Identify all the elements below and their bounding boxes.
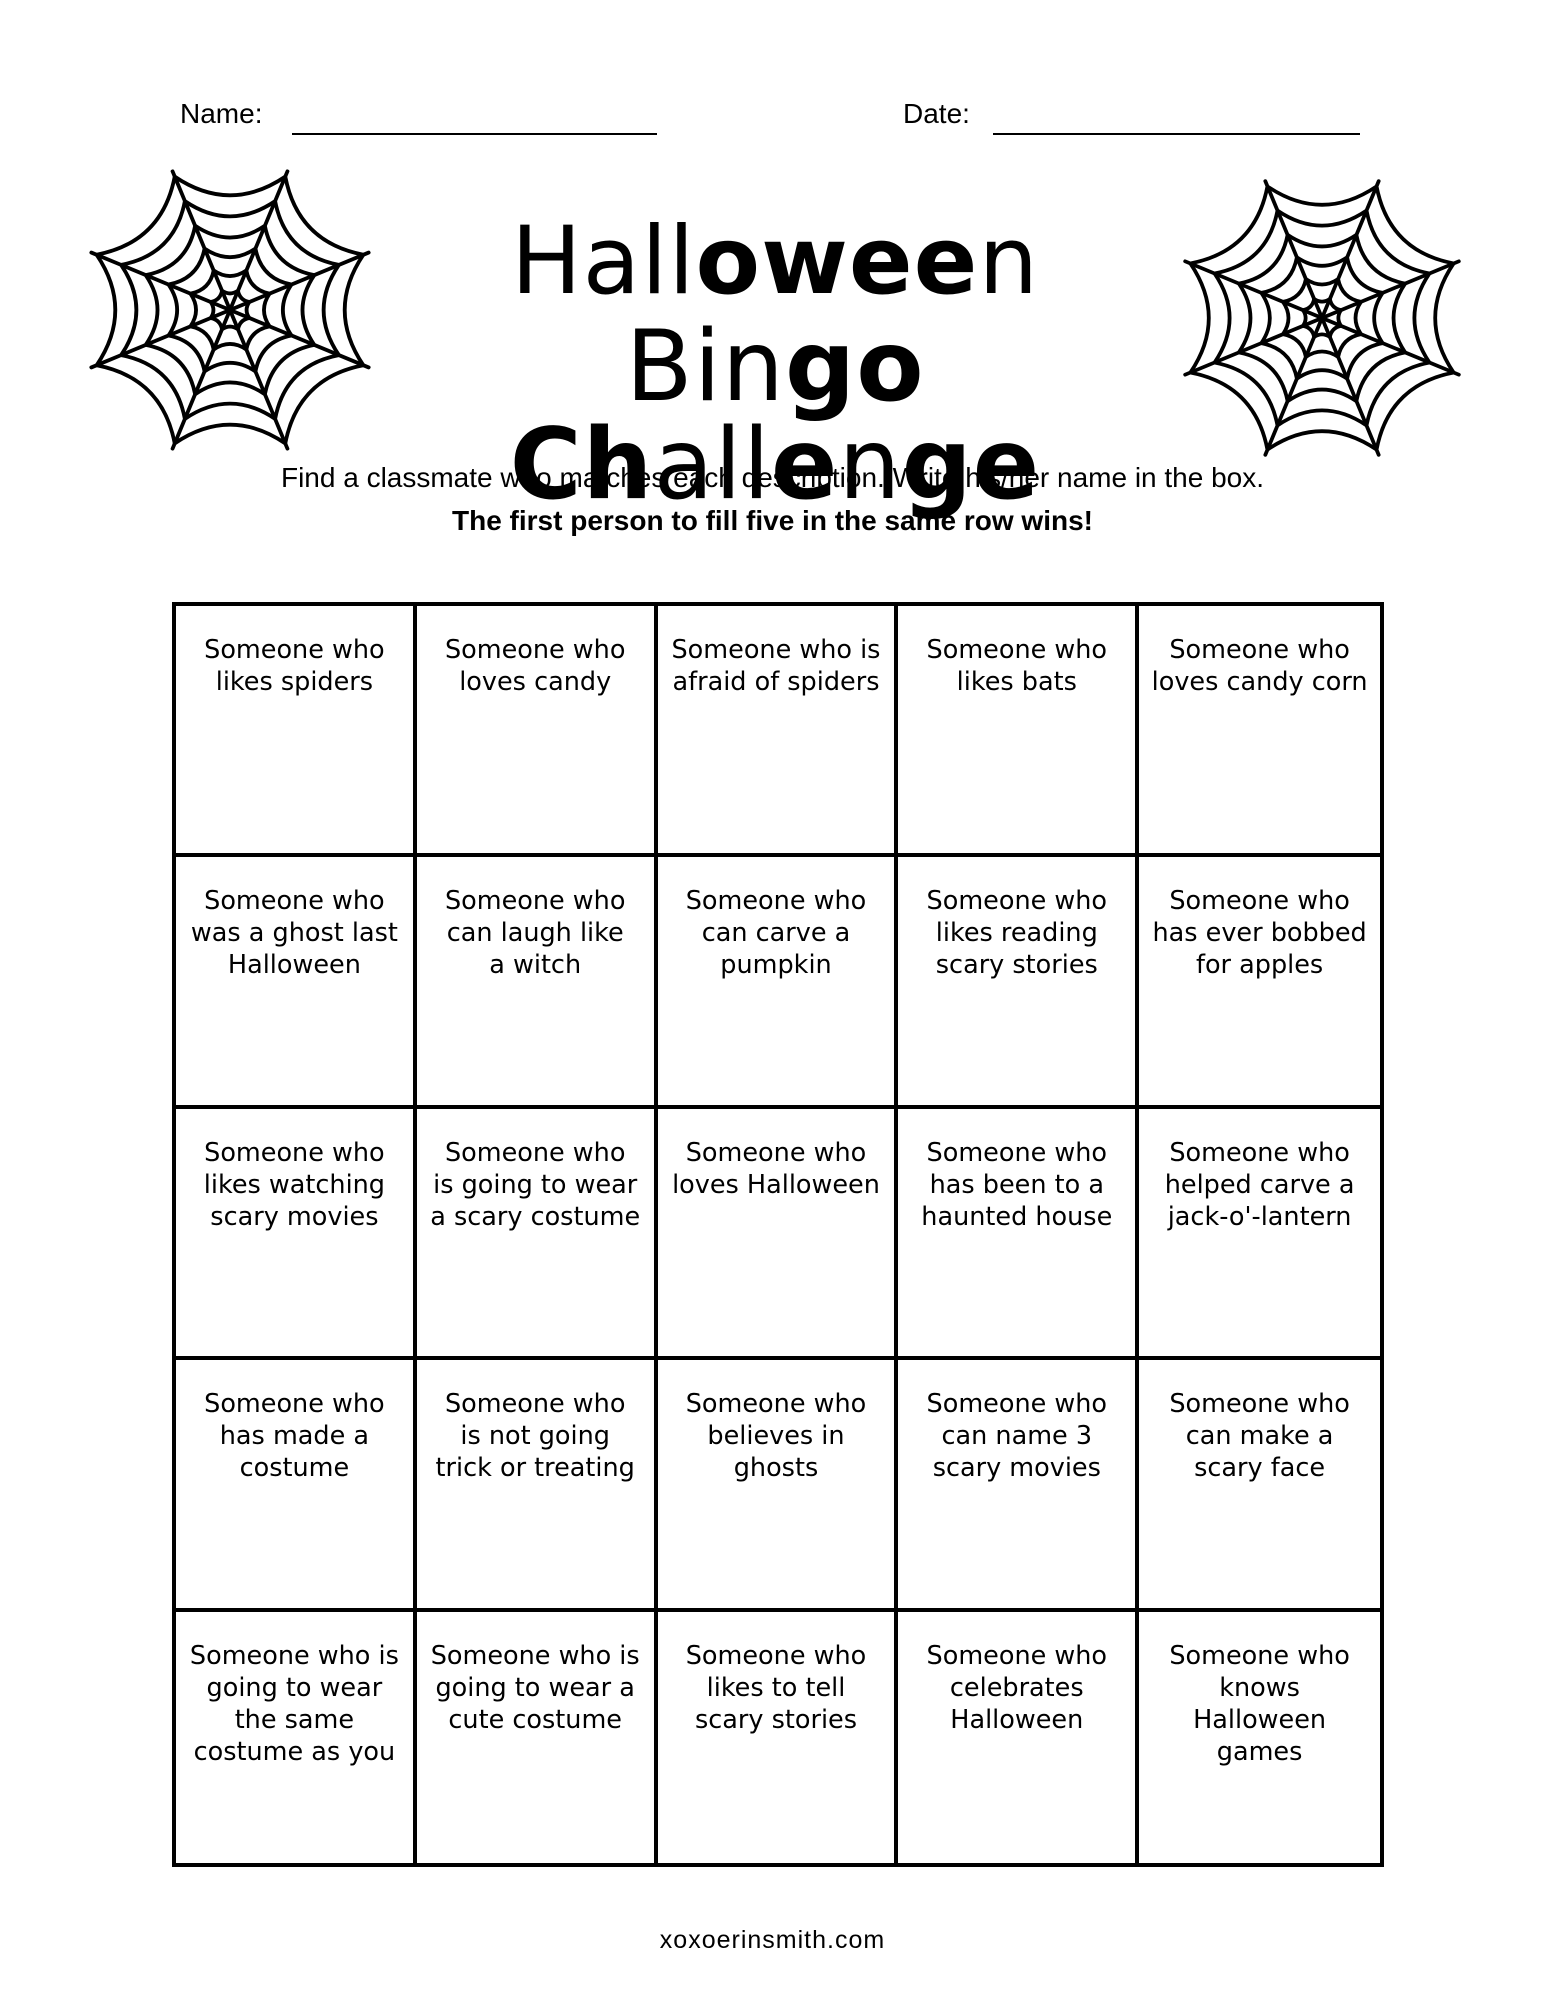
title-segment: go bbox=[785, 310, 925, 424]
title-segment: Bin bbox=[625, 310, 786, 424]
bingo-cell[interactable]: Someone who loves candy corn bbox=[1139, 606, 1380, 857]
page-title-line1 bbox=[380, 207, 1170, 316]
bingo-cell[interactable]: Someone who likes reading scary stories bbox=[898, 857, 1139, 1108]
title-segment: ll bbox=[714, 408, 771, 522]
bingo-cell[interactable]: Someone who helped carve a jack-o'-lantern bbox=[1139, 1109, 1380, 1360]
title-segment: Hall bbox=[510, 207, 696, 316]
title-segment: Ch bbox=[509, 408, 654, 522]
name-blank-line[interactable] bbox=[292, 133, 657, 135]
bingo-cell[interactable]: Someone who is going to wear a scary costume bbox=[417, 1109, 658, 1360]
bingo-cell[interactable]: Someone who is going to wear a cute costume bbox=[417, 1612, 658, 1863]
bingo-cell[interactable]: Someone who likes to tell scary stories bbox=[658, 1612, 899, 1863]
bingo-cell[interactable]: Someone who has made a costume bbox=[176, 1360, 417, 1611]
bingo-cell[interactable]: Someone who can make a scary face bbox=[1139, 1360, 1380, 1611]
bingo-cell[interactable]: Someone who can carve a pumpkin bbox=[658, 857, 899, 1108]
title-segment: ge bbox=[901, 408, 1041, 522]
bingo-cell[interactable]: Someone who loves candy bbox=[417, 606, 658, 857]
name-label: Name: bbox=[180, 98, 263, 129]
title-segment: n bbox=[838, 408, 902, 522]
bingo-cell[interactable]: Someone who has been to a haunted house bbox=[898, 1109, 1139, 1360]
title-segment: n bbox=[978, 207, 1040, 316]
bingo-cell[interactable]: Someone who is not going trick or treating bbox=[417, 1360, 658, 1611]
bingo-cell[interactable]: Someone who has ever bobbed for apples bbox=[1139, 857, 1380, 1108]
instructions-rule: The first person to fill five in the same row wins! bbox=[452, 505, 1093, 536]
spiderweb-icon bbox=[1172, 168, 1472, 468]
bingo-cell[interactable]: Someone who celebrates Halloween bbox=[898, 1612, 1139, 1863]
date-blank-line[interactable] bbox=[993, 133, 1360, 135]
bingo-cell[interactable]: Someone who can name 3 scary movies bbox=[898, 1360, 1139, 1611]
bingo-cell[interactable]: Someone who knows Halloween games bbox=[1169, 1640, 1350, 1767]
bingo-cell[interactable]: Someone who is going to wear the same costume as you bbox=[176, 1612, 417, 1863]
bingo-cell[interactable]: Someone who likes watching scary movies bbox=[176, 1109, 417, 1360]
title-segment: e bbox=[771, 408, 839, 522]
bingo-cell[interactable]: Someone who can laugh like a witch bbox=[417, 857, 658, 1108]
bingo-cell[interactable]: Someone who loves Halloween bbox=[658, 1109, 899, 1360]
instructions-text: Find a classmate who matches each description. Write his/her name in the box. bbox=[280, 462, 1265, 493]
bingo-cell[interactable]: Someone who is afraid of spiders bbox=[658, 606, 899, 857]
title-segment: a bbox=[653, 408, 715, 522]
spiderweb-icon bbox=[78, 158, 382, 462]
title-segment: owee bbox=[695, 207, 979, 316]
date-label: Date: bbox=[903, 98, 970, 129]
bingo-cell[interactable]: Someone who was a ghost last Halloween bbox=[176, 857, 417, 1108]
bingo-cell[interactable]: Someone who likes bats bbox=[898, 606, 1139, 857]
bingo-cell[interactable]: Someone who believes in ghosts bbox=[658, 1360, 899, 1611]
bingo-grid bbox=[172, 602, 1384, 1867]
footer-website: xoxoerinsmith.com bbox=[659, 1926, 886, 1954]
bingo-cell[interactable]: Someone who likes spiders bbox=[176, 606, 417, 857]
